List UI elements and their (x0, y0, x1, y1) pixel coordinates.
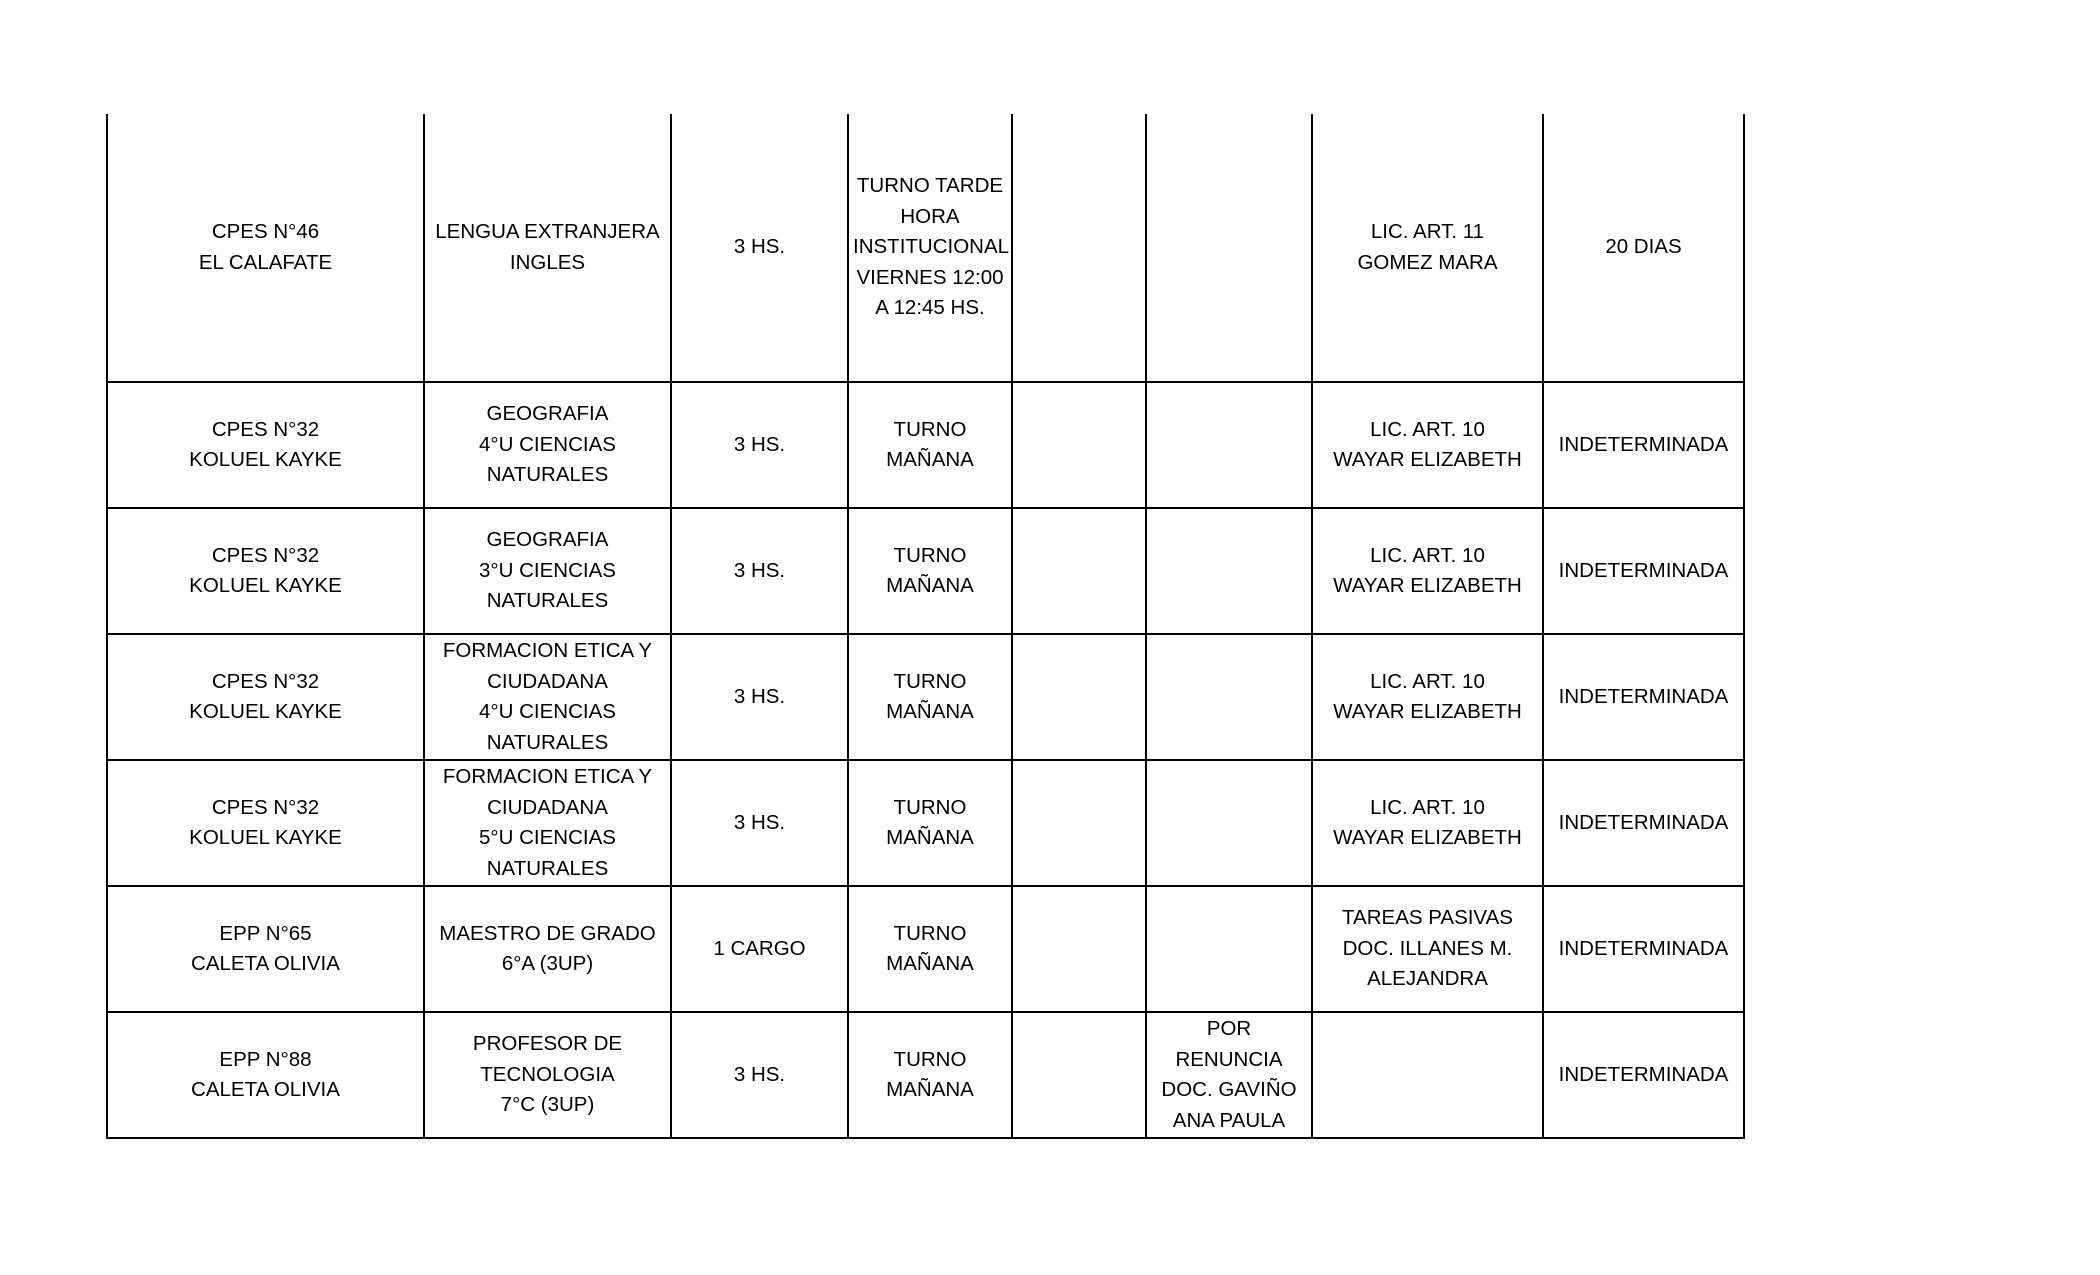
empty-cell (1012, 114, 1146, 382)
table-row (107, 114, 1744, 382)
license-cell: LIC. ART. 10 WAYAR ELIZABETH (1312, 634, 1543, 760)
license-cell: LIC. ART. 10 WAYAR ELIZABETH (1312, 760, 1543, 886)
empty-cell (1012, 634, 1146, 760)
shift-cell: TURNO TARDE HORA INSTITUCIONAL VIERNES 12:00 A 12:45 HS. (848, 114, 1012, 382)
empty-cell (1012, 382, 1146, 508)
table-row (107, 760, 1744, 886)
reason-cell (1146, 760, 1312, 886)
license-cell: LIC. ART. 10 WAYAR ELIZABETH (1312, 382, 1543, 508)
hours-cell: 3 HS. (671, 382, 848, 508)
hours-cell: 3 HS. (671, 1012, 848, 1138)
reason-cell (1146, 114, 1312, 382)
hours-cell: 1 CARGO (671, 886, 848, 1012)
reason-cell (1146, 382, 1312, 508)
reason-cell: POR RENUNCIA DOC. GAVIÑO ANA PAULA (1146, 1012, 1312, 1138)
duration-cell: INDETERMINADA (1543, 1012, 1744, 1138)
duration-cell: INDETERMINADA (1543, 508, 1744, 634)
license-cell: LIC. ART. 10 WAYAR ELIZABETH (1312, 508, 1543, 634)
shift-cell: TURNO MAÑANA (848, 1012, 1012, 1138)
empty-cell (1012, 1012, 1146, 1138)
vacancy-table (106, 114, 1745, 1139)
school-cell: CPES N°32 KOLUEL KAYKE (107, 634, 424, 760)
duration-cell: INDETERMINADA (1543, 886, 1744, 1012)
shift-cell: TURNO MAÑANA (848, 634, 1012, 760)
license-cell (1312, 1012, 1543, 1138)
shift-cell: TURNO MAÑANA (848, 760, 1012, 886)
shift-cell: TURNO MAÑANA (848, 382, 1012, 508)
subject-cell: FORMACION ETICA Y CIUDADANA 5°U CIENCIAS NATURALES (424, 760, 671, 886)
table-row (107, 886, 1744, 1012)
table-row (107, 1012, 1744, 1138)
subject-cell: MAESTRO DE GRADO 6°A (3UP) (424, 886, 671, 1012)
duration-cell: 20 DIAS (1543, 114, 1744, 382)
empty-cell (1012, 886, 1146, 1012)
school-cell: CPES N°46 EL CALAFATE (107, 114, 424, 382)
table-row (107, 508, 1744, 634)
duration-cell: INDETERMINADA (1543, 634, 1744, 760)
school-cell: EPP N°88 CALETA OLIVIA (107, 1012, 424, 1138)
duration-cell: INDETERMINADA (1543, 760, 1744, 886)
school-cell: CPES N°32 KOLUEL KAYKE (107, 760, 424, 886)
subject-cell: LENGUA EXTRANJERA INGLES (424, 114, 671, 382)
license-cell: LIC. ART. 11 GOMEZ MARA (1312, 114, 1543, 382)
hours-cell: 3 HS. (671, 508, 848, 634)
subject-cell: GEOGRAFIA 4°U CIENCIAS NATURALES (424, 382, 671, 508)
shift-cell: TURNO MAÑANA (848, 508, 1012, 634)
subject-cell: GEOGRAFIA 3°U CIENCIAS NATURALES (424, 508, 671, 634)
subject-cell: FORMACION ETICA Y CIUDADANA 4°U CIENCIAS NATURALES (424, 634, 671, 760)
reason-cell (1146, 634, 1312, 760)
hours-cell: 3 HS. (671, 760, 848, 886)
school-cell: CPES N°32 KOLUEL KAYKE (107, 508, 424, 634)
empty-cell (1012, 760, 1146, 886)
school-cell: CPES N°32 KOLUEL KAYKE (107, 382, 424, 508)
empty-cell (1012, 508, 1146, 634)
subject-cell: PROFESOR DE TECNOLOGIA 7°C (3UP) (424, 1012, 671, 1138)
reason-cell (1146, 508, 1312, 634)
license-cell: TAREAS PASIVAS DOC. ILLANES M. ALEJANDRA (1312, 886, 1543, 1012)
school-cell: EPP N°65 CALETA OLIVIA (107, 886, 424, 1012)
table-row (107, 634, 1744, 760)
duration-cell: INDETERMINADA (1543, 382, 1744, 508)
shift-cell: TURNO MAÑANA (848, 886, 1012, 1012)
reason-cell (1146, 886, 1312, 1012)
hours-cell: 3 HS. (671, 634, 848, 760)
table-row (107, 382, 1744, 508)
hours-cell: 3 HS. (671, 114, 848, 382)
